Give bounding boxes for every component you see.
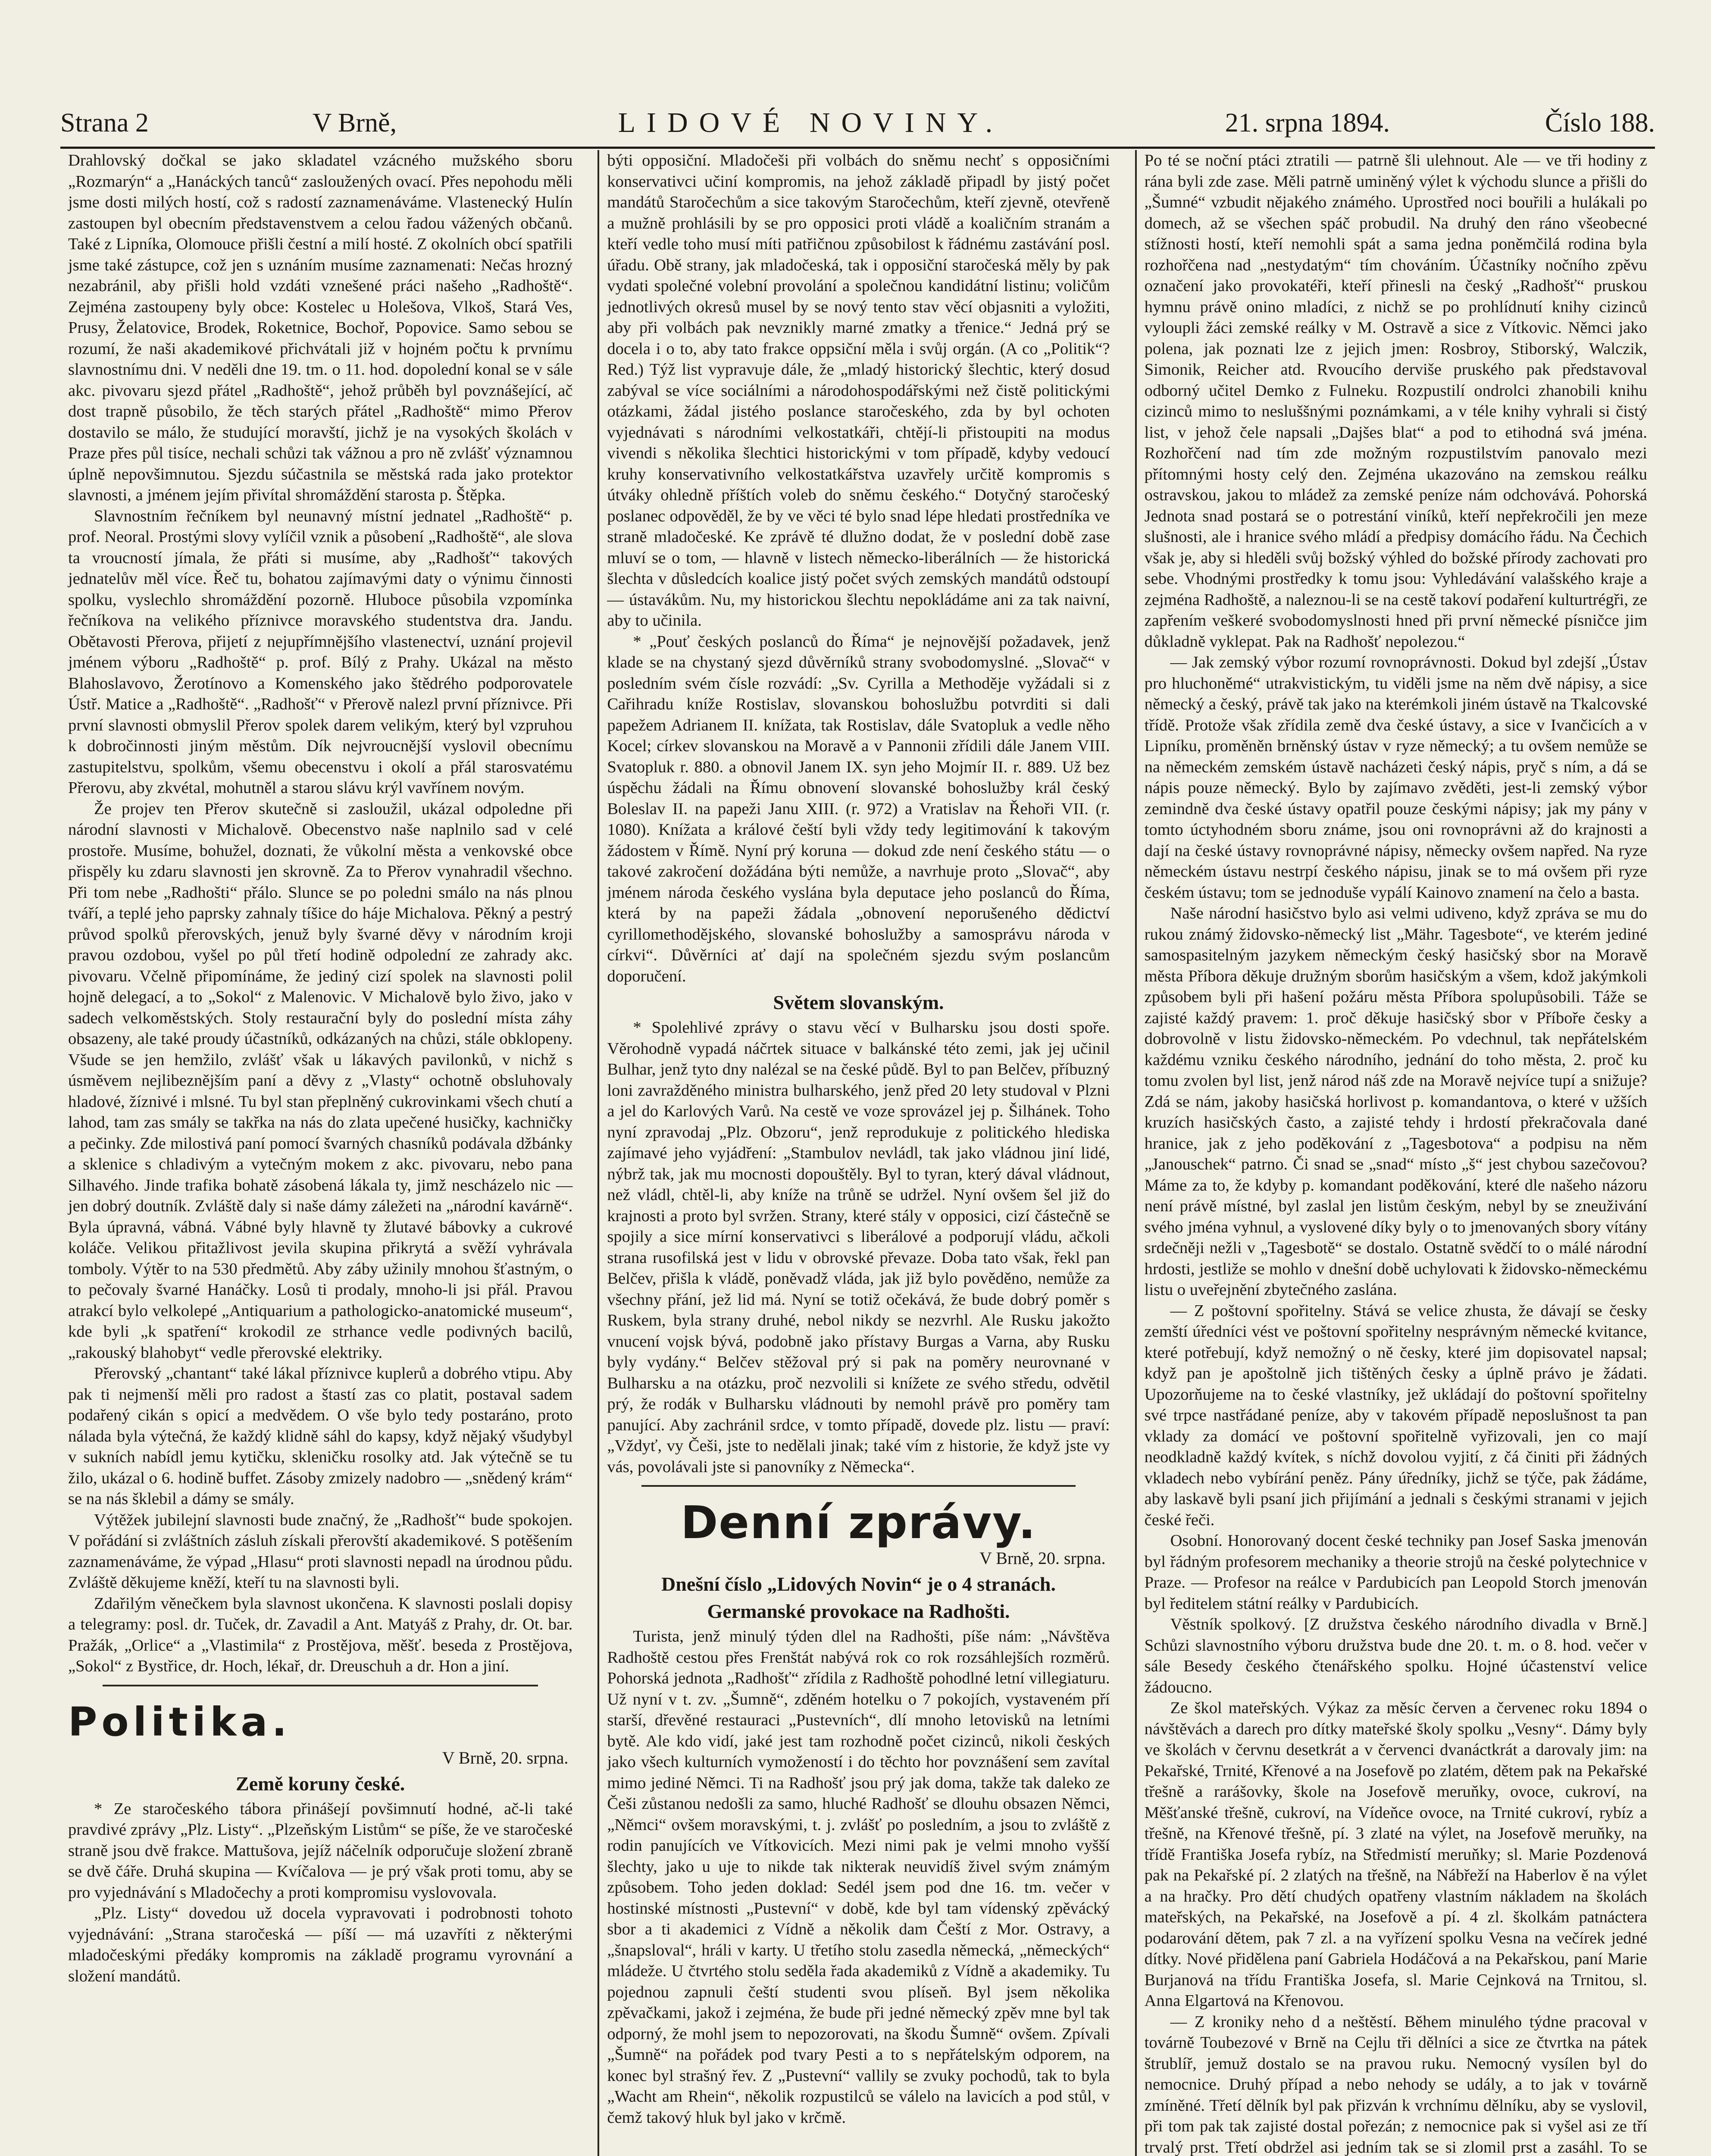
page-label: Strana 2 bbox=[60, 108, 149, 138]
subheading-germanske-provokace: Germanské provokace na Radhošti. bbox=[707, 1600, 1010, 1622]
subheading-svetem-slovanskym: Světem slovanským. bbox=[773, 991, 944, 1013]
dateline: V Brně, 20. srpna. bbox=[442, 1748, 569, 1767]
article-paragraph: Výtěžek jubilejní slavnosti bude značný, že „Radhošť“ bude spokojen. V pořádání si zvláštních zásluh získali přerovští akademikové. S potěšením zaznamenáváme, že výpad „Hlasu“ proti slavnosti nepadl na úrodnou půdu. Zvláště děkujeme kněží, kteří tu na slavnosti byli. bbox=[68, 1510, 573, 1592]
divider bbox=[103, 1685, 538, 1686]
article-paragraph: Věstník spolkový. [Z družstva českého národního divadla v Brně.] Schůzi slavnostního výboru družstva bude dne 20. t. m. o 8. hod. večer v sále Besedy českého čtenářského spolku. Hojné účastenství velice žádoucno. bbox=[1144, 1615, 1647, 1696]
article-paragraph: Turista, jenž minulý týden dlel na Radhošti, píše nám: „Návštěva Radhoště cestou přes Frenštát nabývá rok co rok rozsáhlejších rozměrů. Pohorská jednota „Radhošť“ zřídila z Radhoště pohodlné letní villegiaturu. Už nyní v t. zv. „Šumně“, zděném hotelku o 7 pokojích, vystaveném pří starší, dřevěné restauraci „Pustevních“, dlí mnoho letovisků na letními bytě. Ale kdo vidí, jaké jest tam rozhodně počet cizinců, nikoli českých jako všech kulturních vymožeností i do těchto hor povznášení sem zavítal mimo jediné Němci. Ti na Radhošť jsou prý jak doma, takže tak daleko ze Češi zůstanou nedošli za samo, hluché Radhošť se dlouhu obsazen Němci, „Němci“ ovšem moravskými, t. j. zvlášť po posledním, a jsou to zvláště z rodin panujících ve Vítkovicích. Mezi nimi pak je velmi mnoho vyšší šlechty, jako u uje to nikde tak nikterak neuvidíš živel svým známým způsobem. Toho jeden doklad: Sedél jsem pod dne 16. tm. večer v hostinské místnosti „Pustevní“ v době, kde byl tam vídenský zpěvácký sbor a ti akademici z Vídně a několik dam Čeští z Mor. Ostravy, a „šnapsloval“, hráli v karty. U třetího stolu zasedla německá, „německých“ mládeže. U čtvrtého stolu seděla řada akademiků z Vídně a akademiky. Tu pojednou zapnuli čeští studenti svou plíseň. Byl jsem několika zpěvačkami, jakož i zejména, že bude při jedné německý zpěv mne byl tak odporný, že mohl jsem to nepozorovati, na škodu Šumně“ ovšem. Zpívali „Šumně“ na pořádek pod tvary Pesti a to s nepřátelským odporem, na konec byl strašný řev. Z „Pustevní“ vallily se zvuky pochodů, tak to byla „Wacht am Rhein“, několik rozpustilců se válelo na lavicích a pod stůl, v čemž takový hluk byl jako v krčmě. bbox=[607, 1627, 1110, 2127]
masthead bbox=[60, 99, 1655, 149]
place-label: V Brně, bbox=[312, 108, 397, 138]
article-paragraph: * Spolehlivé zprávy o stavu věcí v Bulharsku jsou dosti spoře. Věrohodně vypadá náčrtek situace v balkánské této zemi, jak jej učinil Bulhar, jenž tyto dny nalézal se na české půdě. Byl to pan Belčev, příbuzný loni zavražděného ministra bulharského, jenž před 20 lety studoval v Plzni a jel do Karlových Varů. Na cestě ve voze sprovázel jej p. Šilhánek. Toho nyní zpravodaj „Plz. Obzoru“, jenž reprodukuje z politického hlediska zajímavé jeho vyjádření: „Stambulov nevládl, tak jako vládnou jiní lidé, nýbrž tak, jak mu mocnosti dopouštěly. Byl to tyran, který dával vládnout, než vládl, chtěl-li, aby kníže na trůně se udržel. Nyní ovšem šel již do krajnosti a proto byl svržen. Strany, které stály v opposici, cizí částečně se spojily a sice mírní konservativci s liberálové a podporují vládu, ačkoli strana rusofilská jest v lidu v obrovské převaze. Doba tato však, řekl pan Belčev, přišla k vládě, poněvadž vláda, jak již bylo pověděno, nemůže za všechny přání, jež lid má. Nyní se totiž očekává, že bude dobrý poměr s Ruskem, byla strany druhé, nebol nikdy se nezvrhl. Ale Rusku jakožto vnucení vojsk bývá, podobně jako přístavy Burgas a Varna, aby Rusku byly vydány.“ Belčev stěžoval prý si pak na poměry neurovnané v Bulharsku a na otázku, proč nezvolili si knížete ze svého středu, odvětil prý, že rodák v Bulharsku vládnouti by nemohl právě pro poměry tam panující. Aby zachránil srdce, v tomto případě, dovede plz. listu — praví: „Vždyť, vy Češi, jste to nedělali jinak; také vím z historie, že když jste vy vás, povolávali jste si panovníky z Německa“. bbox=[607, 1018, 1110, 1476]
issue-date: 21. srpna 1894. bbox=[1225, 108, 1390, 138]
article-paragraph: Zdařilým věnečkem byla slavnost ukončena. K slavnosti poslali dopisy a telegramy: posl. dr. Tuček, dr. Zavadil a Ant. Matyáš z Prahy, dr. Ot. bar. Pražák, „Orlice“ a „Vlastimila“ z Prostějova, měšť. beseda z Prostějova, „Sokol“ z Bystřice, dr. Hoch, lékař, dr. Dreuschuh a dr. Hon a jiní. bbox=[68, 1594, 573, 1675]
masthead-right bbox=[1225, 108, 1655, 138]
article-paragraph: Drahlovský dočkal se jako skladatel vzácného mužského sboru „Rozmarýn“ a „Hanáckých tanců“ zasloužených ovací. Přes nepohodu měli jsme dosti milých hostí, což s radostí zaznamenáváme. Vlastenecký Hulín zastoupen byl obecním představenstvem a celou řadou vážených občanů. Také z Lipníka, Olomouce přišli čestní a milí hosté. Z okolních obcí spatřili jsme také zástupce, což jen s uznáním musíme zaznamenati: Nečas hrozný nezabránil, aby přišli hold vzdáti vznešené práci našeho „Radhoště“. Zejména zastoupeny byly obce: Kostelec u Holešova, Vlkoš, Stará Ves, Prusy, Želatovice, Brodek, Roketnice, Bochoř, Popovice. Samo sebou se rozumí, že naši akademikové přichvátali již v hojném počtu k prvnímu slavnostnímu dni. V neděli dne 19. tm. o 11. hod. dopolední konal se v sále akc. pivovaru sjezd přátel „Radhoště“, jehož průběh byl povznášející, ač dost trapně působilo, že těch starých přátel „Radhoště“ mimo Přerov dostavilo se málo, že studující moravští, jichž je na vysokých školách v Praze přes půl tisíce, nechali schůzi tak vážnou a pro ně zvlášť významnou úplně nepovšimnutou. Sjezdu súčastnila se městská rada jako protektor slavnosti, a jménem jejím přivítal shromáždění starosta p. Štěpka. bbox=[68, 151, 573, 504]
article-paragraph: — Z poštovní spořitelny. Stává se velice zhusta, že dávají se česky zemští úředníci vést ve poštovní spořitelny nesprávným německé kvitance, které potřebují, když nemožný o ně česky, které jim dopisovatel napsal; když pan je apoštolně jich tištěných česky a úplně právo je žádati. Upozorňujeme na to české vlastníky, jež ukládají do poštovní spořitelny své trpce nastřádané peníze, aby v takovém případě neposlušnost ta pan vklady za domácí ve poštovní spořitelně vyřizovali, jen co mají neodkladně každý kvítek, s níchž dovolou vyjití, z čá činiti při žádných vkladech nebo vybírání peněz. Pány úředníky, jichž se týče, pak žádáme, aby laskavě byli psaní jich přijímání a jednali s českými stranami v jejich české řeči. bbox=[1144, 1301, 1647, 1529]
dateline: V Brně, 20. srpna. bbox=[979, 1548, 1106, 1568]
section-heading-denni-zpravy: Denní zprávy. bbox=[681, 1496, 1036, 1549]
subheading-zeme-koruny: Země koruny české. bbox=[236, 1772, 405, 1795]
article-paragraph: — Jak zemský výbor rozumí rovnoprávnosti. Dokud byl zdejší „Ústav pro hluchoněmé“ utrakvistickým, tu viděli jsme na něm dvě nápisy, a sice německý a český, právě tak jako na kterémkoli jiném ústavě na Tkalcovské třídě. Protože však zřídila země dva české ústavy, a sice v Ivančicích a v Lipníku, proměněn brněnský ústav v ryze německý; a tu ovšem nemůže se na německém zemském ústavě nacházeti český nápis, pryč s ním, a dá se nápis pouze německý. Bylo by zajímavo zvěděti, jest-li zemský výbor zemindně dva české ústavy opatřil pouze českými nápisy; jak my pány v tomto úctyhodném sboru známe, jsou oni rovnoprávni až do krajnosti a dají na české ústavy rovnoprávné nápisy, německy ovšem napřed. Na ryze německém ústavu nestrpí českého nápisu, jinak se to má ovšem při ryze českém ústavu; tom se jednoduše vypálí Kainovo znamení na čelo a basta. bbox=[1144, 653, 1647, 902]
column-2 bbox=[597, 150, 1117, 2156]
article-paragraph: Po té se noční ptáci ztratili — patrně šli ulehnout. Ale — ve tři hodiny z rána byli zde zase. Měli patrně uminěný výlet k východu slunce a přišli do „Šumné“ vzbudit nějakého známého. Uprostřed noci bouřili a hulákali po domech, až se všechen spáč probudil. Na druhý den ráno všeobecné stížnosti hostí, kteří nemohli spát a sama jedna poněmčilá rodina byla rozhořčena nad „nestydatým“ tím chováním. Účastníky nočního zpěvu označení jako provokatéři, kteří přinesli na český „Radhošť“ pruskou hymnu právě onino mladíci, z nichž se po prohlídnutí knihy cizinců vyloupli žáci zemské reálky v M. Ostravě a sice z Vítkovic. Němci jako polena, jak poznati lze z jejich jmen: Rosbroy, Stiborský, Walczik, Simonik, Reicher atd. Rvoucího derviše pruského pak představoval odborný učitel Demko z Fulneku. Rozpustilí ondrolci zhanobili knihu cizinců mimo to nesluššnými poznámkami, a v téle knihy vyhrali si čistý list, v jehož čele napsali „Dajšes blat“ a pod to etihodná svá jména. Rozhořčení nad tím zde možným rozpustilstvím panovalo mezi přítomnými hosty celý den. Zejména ukazováno na zemskou reálku ostravskou, jakou to mládež za zemské peníze nám odchovává. Pohorská Jednota snad postará se o potrestání viníků, kteří nepřekročili jen meze slušnosti, ale i hranice svého mládí a předpisy domácího řádu. Na Čechich však je, aby si hleděli svůj božský výhled do božské přírody zachovati pro sebe. Vhodnými prostředky k tomu jsou: Vyhledávání valašského kraje a zejména Radhoště, a naleznou-li se na cestě takoví podaření kulturtrégři, ze zapřením veškeré svobodomyslnosti hned při první německé písničce jim důkladně vyklepat. Pak na Radhošť nepolezou.“ bbox=[1144, 151, 1647, 651]
article-paragraph: „Plz. Listy“ dovedou už docela vypravovati i podrobnosti tohoto vyjednávání: „Strana staročeská — píší — má uzavříti z některými mladočeskými předáky kompromis na základě programu vyrovnání a složení mandátů. bbox=[68, 1904, 573, 1985]
article-paragraph: Slavnostním řečníkem byl neunavný místní jednatel „Radhoště“ p. prof. Neoral. Prostými slovy vylíčil vznik a působení „Radhoště“, ale slova ta vroucností jímala, že přáti si musíme, aby „Radhošť“ takových jednatelův měl více. Řeč tu, bohatou zajímavými daty o výnimu činnosti spolku, vyslechlo shromáždění pozorně. Hluboce působila vzpomínka řečníkova na velikého příznivce moravského studentstva dra. Jandu. Obětavosti Přerova, přijetí z nejupřímnějšího vlastenectví, uznání projevil jménem výboru „Radhoště“ p. prof. Bílý z Prahy. Ukázal na město Blahoslavovo, Žerotínovo a Komenského jako štědrého podporovatele Ústř. Matice a „Radhoště“. „Radhošť“ v Přerově nalezl první příznivce. Při první slavnosti obmyslil Přerov spolek darem velikým, který byl vzpruhou k dobročinnosti jiným městům. Dík nejvroucnější vyslovil obecnímu zastupitelstvu, spolkům, všemu obecenstvu i okolí a přál starosvatému Přerovu, aby zkvétal, mohutněl a starou slávu krýl vavřínem novým. bbox=[68, 507, 573, 797]
article-paragraph: býti opposiční. Mladočeši při volbách do sněmu nechť s opposičními konservativci učiní kompromis, na jehož základě připadl by jistý počet mandátů Staročechům a sice takovým Staročechům, kteří zjevně, otevřeně a mužně prohlásili by se pro opposici proti vládě a koaličním stranám a kteří vedle toho musí míti patřičnou způsobilost k řádnému zastávání posl. úřadu. Obě strany, jak mladočeská, tak i opposiční staročeská měly by pak vydati společné volební provolání a společnou kandidátní listinu; voličům jednotlivých okresů musel by se nový tento stav věcí objasniti a vyložiti, aby při volbách pak nevznikly marné zmatky a třenice.“ Jedná prý se docela i o to, aby tato frakce oppsiční měla i svůj orgán. (A co „Politik“? Red.) Týž list vypravuje dále, že „mladý historický šlechtic, který dosud zabýval se více sociálními a národohospodářskými než čistě politickými otázkami, žádal jistého poslance staročeského, zda by byl ochoten vyjednávati s národními velkostatkáři, chtějí-li přistoupiti na modus vivendi s několika šlechtici historickými v tom případě, kdyby vedoucí kruhy konservativního velkostatkářstva uzavřely určitě kompromis s útváky ohledně příštích voleb do sněmu českého.“ Dotyčný staročeský poslanec odpověděl, že by ve věci té bylo snad lépe hledati prostředníka ve straně mladočeské. Ke zprávě té dlužno dodat, že v poslední době zase mluví se o tom, — hlavně v listech německo-liberálních — že historická šlechta v důsledcích koalice jistý počet svých zemských mandátů odstoupí — ústavákům. Nu, my historickou šlechtu nepokládáme ani za tak naivní, aby to učinila. bbox=[607, 151, 1110, 630]
section-heading-politika: Politika. bbox=[68, 1698, 291, 1745]
masthead-left bbox=[60, 108, 397, 138]
divider bbox=[641, 1485, 1075, 1487]
issue-number: Číslo 188. bbox=[1545, 108, 1655, 138]
article-paragraph: Osobní. Honorovaný docent české techniky pan Josef Saska jmenován byl řádným profesorem mechaniky a theorie strojů na české polytechnice v Praze. — Profesor na reálce v Pardubicích pan Leopold Storch jmenován byl ředitelem státní reálky v Pardubicích. bbox=[1144, 1532, 1647, 1613]
column-3 bbox=[1135, 150, 1655, 2156]
notice-four-pages: Dnešní číslo „Lidových Novin“ je o 4 stranách. bbox=[661, 1573, 1056, 1595]
article-paragraph: Přerovský „chantant“ také lákal příznivce kuplerů a dobrého vtipu. Aby pak ti nejmenší měli pro radost a štastí zas co platit, postaval sadem podařený cikán s opicí a medvědem. O vše bylo tedy postaráno, proto nálada byla výtečná, že každý klidně sáhl do kapsy, když nějaký všudybyl v sukních nabídl jemu kytičku, skleničku rosolky atd. Jak výtečně se tu žilo, ukázal o 6. hodině buffet. Zásoby zmizely nadobro — „snědený krám“ se na nás šklebil a dámy se smály. bbox=[68, 1364, 573, 1508]
article-paragraph: * „Pouť českých poslanců do Říma“ je nejnovější požadavek, jenž klade se na chystaný sjezd důvěrníků strany svobodomyslné. „Slovač“ v posledním svém čísle rozvádí: „Sv. Cyrilla a Methoděje vyžádali si z Cařihradu kníže Rostislav, slovanskou bohoslužbu potvrditi si dali papežem Adrianem II. knížata, tak Rostislav, dále Svatopluk a vedle něho Kocel; církev slovanskou na Moravě a v Pannonii zřídili dále Janem VIII. Svatopluk r. 880. a obnovil Janem IX. syn jeho Mojmír II. r. 889. Už bez úspěchu žádali na Římu obnovení slovanské bohoslužby král český Boleslav II. na papeži Janu XIII. (r. 972) a Vratislav na Řehoři VII. (r. 1080). Knížata a králové čeští byli vždy tedy legitimování k takovým žádostem v Římě. Nyní prý koruna — dokud zde není českého státu — o takové zakročení dožádána býti nemůže, a navrhuje proto „Slovač“, aby jménem národa českého vyslána byla deputace jeho poslanců do Říma, která by na papeži žádala „obnovení neporušeného dědictví cyrillomethodějského, slovanské bohoslužby a samosprávu národa v církvi“. Důvěrníci ať dají na společném sjezdu svým poslancům doporučení. bbox=[607, 632, 1110, 985]
article-paragraph: Ze škol mateřských. Výkaz za měsíc červen a červenec roku 1894 o návštěvách a darech pro dítky mateřské školy spolku „Vesny“. Dámy byly ve školách v červnu desetkrát a v červenci dvanáctkrát a darovaly jim: na Pekařské, Trnité, Křenové a na Josefově po zlatém, dětem pak na Pekařské třešně a rarášovky, škole na Josefově meruňky, ovoce, cukroví, na Měšťanské třešně, cukroví, na Vídeňce ovoce, na Trnité cukroví, rybíz a třešně, na Křenové třešně, pí. 3 zlaté na výlet, na Josefově meruňky, na třídě Františka Josefa rybíz, na Středmistí meruňky; sl. Marie Pozdenová pak na Pekařské pí. 2 zlatých na třešně, na Nábřeží na Haberlov ě na výlet a na hračky. Pro dětí chudých opatřeny vlastním nákladem na školách mateřských, na Pekařské, na Josefově a pí. 4 zl. školkám patnáctera podarování dětem, pak 7 zl. a na vyřízení spolku Vesna na večírek jedné dítky. Nové přidělena paní Gabriela Hodáčová a na Pekařskou, paní Marie Burjanová na třídu Františka Josefa, sl. Marie Cejnková na Trnitou, sl. Anna Elgartová na Křenovou. bbox=[1144, 1699, 1647, 2010]
paper-name: LIDOVÉ NOVINY. bbox=[618, 107, 1004, 138]
article-paragraph: Naše národní hasičstvo bylo asi velmi udiveno, když zpráva se mu do rukou známý židovsko-německý list „Mähr. Tagesbote“, ve kterém jediné samospasitelným jazykem německým český hasičský sbor na Moravě města Příbora děkuje družným sborům hasičským a všem, kdož jakýmkoli způsobem byli při hašení požáru města Příbora spolupůsobili. Táže se zajisté každý pravem: 1. proč děkuje hasičský sbor v Příboře česky a dobrovolně v listu židovsko-německém. Po vdechnul, tak nepřátelském každému vzniku českého národního, jednání do toho města, 2. proč ku tomu zvolen byl list, jenž národ náš zde na Moravě nejvíce tupí a snižuje? Zdá se nám, jakoby hasičská horlivost p. komandantova, o které v užších kruzích hasičských často, a zajisté tehdy i hrdostí překračovala dané hranice, jak z jeho poděkování z „Tagesbotova“ a podpisu na něm „Janouschek“ patrno. Či snad se „snad“ místo „š“ jest chybou sazečovou? Máme za to, že kdyby p. komandant poděkování, které dle našeho názoru není právě místné, byl zaslal jen listům českým, nebyl by se zneuživání svého jména vyhnul, a vyslovené díky byly o to jmenovaných sbory vítány srdečněji nežli v „Tagesbotě“ se dostalo. Ostatně svědčí to o málé národní hrdosti, jestliže se mohlo v dnešní době uchylovati k židovsko-německému listu o uveřejnění zbytečného zaslána. bbox=[1144, 904, 1647, 1299]
article-paragraph: Že projev ten Přerov skutečně si zasloužil, ukázal odpoledne při národní slavnosti v Michalově. Obecenstvo naše naplnilo sad v celé prostoře. Musíme, bohužel, doznati, že vůkolní města a venkovské obce přispěly ku zdaru slavnosti jen skrovně. Za to Přerov vynahradil všechno. Při tom nebe „Radhošti“ přálo. Slunce se po poledni smálo na nás plnou tváří, a teplé jeho paprsky zahnaly tíšice do háje Michalova. Pěkný a pestrý průvod spolků přerovských, jenuž byly švarné děvy v národním kroji pravou ozdobou, vyšel po půl třetí hodině odpolední ze zahrady akc. pivovaru. Včelně připomínáme, že jediný cizí spolek na slavnosti polil hojně delegací, a to „Sokol“ z Malenovic. V Michalově bylo živo, jako v sadech velkoměstských. Stoly restaurační byly do poslední místa záhy obsazeny, ale také proudy účastníků, odkázaných na chůzi, stále obklopeny. Všude se jen hemžilo, zvlášť však u lákavých pavilonků, v nichž s úsměvem nejlibeznějším paní a děvy z „Vlasty“ ochotně obsluhovaly hladové, žíznivé i mlsné. Tu byl stan přeplněný cukrovinkami všech chutí a lahod, tam zas smály se takřka na nás do zlata upečené husičky, kachničky a pečinky. Zde milostivá paní pomocí švarných chasníků podávala džbánky a sklenice s chladivým a vytečným mokem z akc. pivovaru, nebo pana Silhavého. Jinde trafika bohatě zásobená lákala ty, jimž nescházelo nic — jen dobrý doutník. Zvláště daly si naše dámy záležeti na „národní kavárně“. Byla úpravná, vábná. Vábné byly hlavně ty žlutavé bábovky a cukrové koláče. Velikou přitažlivost jevila skupina přikrytá a svěží vyhrávala tomboly. Výtěr to na 530 předmětů. Aby záby užinily mnohou šťastným, o to pečovaly švarné Hanáčky. Losů ti prodaly, mnoho-li jsi přál. Pravou atrakcí bylo velkolepé „Antiquarium a pathologicko-anatomické museum“, kde byli „k spatření“ krokodil ze strhance vedle podivných bacilů, „rakouský blahobyt“ vedle přerovské elektriky. bbox=[68, 799, 573, 1362]
article-paragraph: * Ze staročeského tábora přinášejí povšimnutí hodné, ač-li také pravdivé zprávy „Plz. Listy“. „Plzeňským Listům“ se píše, že ve staročeské straně jsou dvě frakce. Mattušova, jejíž náčelník odporučuje složení zbraně se dvě čáře. Druhá skupina — Kvíčalova — je prý však proti tomu, aby se pro vyjednávání s Mladočechy a proti kompromisu vyslovovala. bbox=[68, 1799, 573, 1902]
article-paragraph: — Z kroniky neho d a neštěstí. Během minulého týdne pracoval v továrně Toubezové v Brně na Cejlu tři dělníci a sice ze čtvrtka na pátek štrublíř, jemuž dostalo se na pravou ruku. Nemocný vysílen byl do nemocnice. Druhý případ a nebo nehody se udály, a to jak v továrně zmíněné. Třetí dělník byl pak přizván k vrchnímu dělníku, aby se vyslovil, při tom pak tak zajisté dostal pořezán; z nemocnice pak si vyšel asi ze tří trvalý prst. Třetí obdržel asi jedním tak se si zlomil prst a zasáhl. To se bbox=[1144, 2012, 1647, 2156]
column-1 bbox=[60, 150, 580, 2156]
columns bbox=[60, 150, 1655, 2156]
